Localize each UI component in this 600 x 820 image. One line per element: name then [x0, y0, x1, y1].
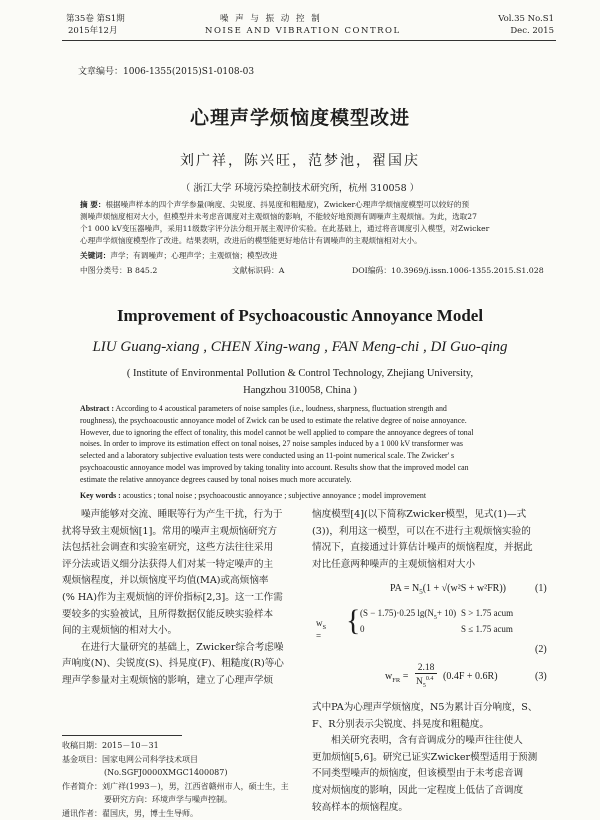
right-column-top: 恼度模型[4](以下简称Zwicker模型，见式(1)—式 (3))，利用这一模型，可以在不进行主观烦恼实验的 情况下，直接通过计算估计噪声的烦恼程度，并据此 对比任意两种噪声的主观烦恼相对大小	[312, 507, 555, 573]
chinese-abstract	[80, 199, 550, 247]
header-date-en: Dec. 2015	[510, 26, 554, 37]
abstract-line: 摘 要：根据噪声样本的四个声学参量(响度、尖锐度、抖晃度和粗糙度)，Zwicker心理声学烦恼度模型可以较好的预	[80, 199, 550, 211]
abstract-line: Abstract : According to 4 acoustical parameters of noise samples (i.e., loudness, sharpness, fluctuation strength and	[80, 403, 550, 415]
abstract-line: psychoacoustic annoyance model was improved by taking tonality into account. Results show that the improved model can	[80, 462, 550, 474]
header-journal-en: NOISE AND VIBRATION CONTROL	[205, 26, 401, 37]
abstract-line: noises. In order to improve its estimation effect on tonal noises, 27 noise samples induced by a 1 000 kV transformer was	[80, 438, 550, 450]
keywords-label: 关键词：	[80, 251, 110, 260]
corresponding-author: 通讯作者：翟国庆，男，博士生导师。	[62, 807, 307, 820]
footnote-rule	[62, 735, 182, 736]
doi: DOI编码：10.3969/j.issn.1006-1355.2015.S1.028	[352, 265, 544, 276]
abstract-line: 测噪声烦恼度相对大小，但模型并未考虑音调度对主观烦恼的影响，不能较好地预测有调噪声主观烦恼。为此，选取27	[80, 211, 550, 223]
header-journal-cn: 噪 声 与 振 动 控 制	[220, 14, 322, 25]
paragraph: 噪声能够对交流、睡眠等行为产生干扰，行为于 扰将导致主观烦恼[1]。常用的噪声主观烦恼研究方 法包括社会调查和实验室研究，这些方法往往采用 评分法或语义细分法获得人们对某一特定噪声的主 观烦恼程度，并以烦恼度平均值(MA)或高烦恼率 (% HA)作为主观烦恼的评价指标[2,3]。这一工作需 要较多的实验被试，且所得数据仅能反映实验样本 间的主观烦恼的相对大小。	[62, 507, 307, 640]
abstract-label: Abstract :	[80, 404, 114, 413]
abstract-line: 心理声学烦恼度模型作了改进。结果表明，改进后的模型能更好地估计有调噪声的主观烦恼相对大小。	[80, 235, 550, 247]
paragraph: 在进行大量研究的基础上，Zwicker综合考虑噪 声响度(N)、尖锐度(S)、抖晃度(F)、粗糙度(R)等心 理声学参量对主观烦恼的影响，建立了心理声学烦	[62, 640, 307, 690]
abstract-line: 个1 000 kV变压器噪声，采用11级数字评分法分组开展主观评价实验。在此基础上，通过将音调度引入模型，对Zwicker	[80, 223, 550, 235]
abstract-line: roughness), the psychoacoustic annoyance model of Zwick can be used to estimate the relative degree of noise annoyance.	[80, 415, 550, 427]
header-volume-en: Vol.35 No.S1	[498, 14, 554, 25]
header-date-cn: 2015年12月	[68, 26, 117, 37]
keywords-label: Key words :	[80, 491, 121, 500]
fund-line: 基金项目：国家电网公司科学技术项目	[62, 753, 307, 767]
left-column-body	[62, 507, 307, 690]
english-title: Improvement of Psychoacoustic Annoyance Model	[0, 306, 600, 326]
abstract-line: However, due to ignoring the effect of tonality, this model cannot be well applied to compare the annoyance degrees of tonal	[80, 427, 550, 439]
english-abstract	[80, 403, 550, 486]
equation-2-number: (2)	[535, 644, 547, 655]
abstract-label: 摘 要：	[80, 200, 105, 209]
chinese-institution: （ 浙江大学 环境污染控制技术研究所，杭州 310058 ）	[0, 180, 600, 194]
abstract-line: estimate the relative annoyance degrees caused by tonal noises much more accurately.	[80, 474, 550, 486]
abstract-line: selected and a laboratory subjective evaluation tests were conducted using an 11-point numerical scale. The Zwicker' s	[80, 450, 550, 462]
author-bio: 要研究方向：环境声学与噪声控制。	[62, 793, 307, 807]
right-column-bottom: 式中PA为心理声学烦恼度，N5为累计百分响度，S、 F、R分别表示尖锐度、抖晃度和粗糙度。 相关研究表明，含有音调成分的噪声往往使人 更加烦恼[5,6]。研究已证实Zwicker模型适用于预测 不同类型噪声的烦恼度，但该模型由于未考虑音调 度对烦恼度的影响，因此一定程度上低估了音调度 较高样本的烦恼程度。	[312, 700, 555, 816]
footnotes	[62, 739, 307, 820]
equation-1-number: (1)	[535, 583, 547, 594]
equation-3: $w_{FR}$ = 2.18 $N_5^{0.4}$ (0.4F + 0.6R)	[385, 663, 525, 693]
header-volume-cn: 第35卷 第S1期	[66, 14, 125, 25]
fund-line: (No.SGFJ0000XMGC1400087)	[62, 766, 307, 780]
header-rule	[62, 40, 556, 41]
equation-1: PA = $N_5(1 + √(w^2S + w^2FR))$	[390, 583, 506, 596]
author-bio: 作者简介：刘广祥(1993－)，男，江西省赣州市人，硕士生，主	[62, 780, 307, 794]
chinese-title: 心理声学烦恼度模型改进	[0, 103, 600, 130]
article-number: 文章编号：1006-1355(2015)S1-0108-03	[78, 64, 254, 77]
chinese-authors: 刘广祥，陈兴旺，范梦池，翟国庆	[0, 150, 600, 170]
english-keywords: Key words : acoustics ; tonal noise ; psychoacoustic annoyance ; subjective annoyance ; model improvement	[80, 490, 550, 502]
equation-3-number: (3)	[535, 671, 547, 682]
document-code: 文献标识码：A	[232, 265, 284, 276]
english-authors: LIU Guang-xiang , CHEN Xing-wang , FAN Meng-chi , DI Guo-qing	[0, 339, 600, 356]
received-date: 收稿日期：2015－10－31	[62, 739, 307, 753]
clc-number: 中图分类号：B 845.2	[80, 265, 157, 276]
chinese-keywords: 关键词：声学；有调噪声；心理声学；主观烦恼；模型改进	[80, 250, 550, 262]
english-institution: ( Institute of Environmental Pollution & Control Technology, Zhejiang University, Hangzhou 310058, China )	[0, 365, 600, 399]
